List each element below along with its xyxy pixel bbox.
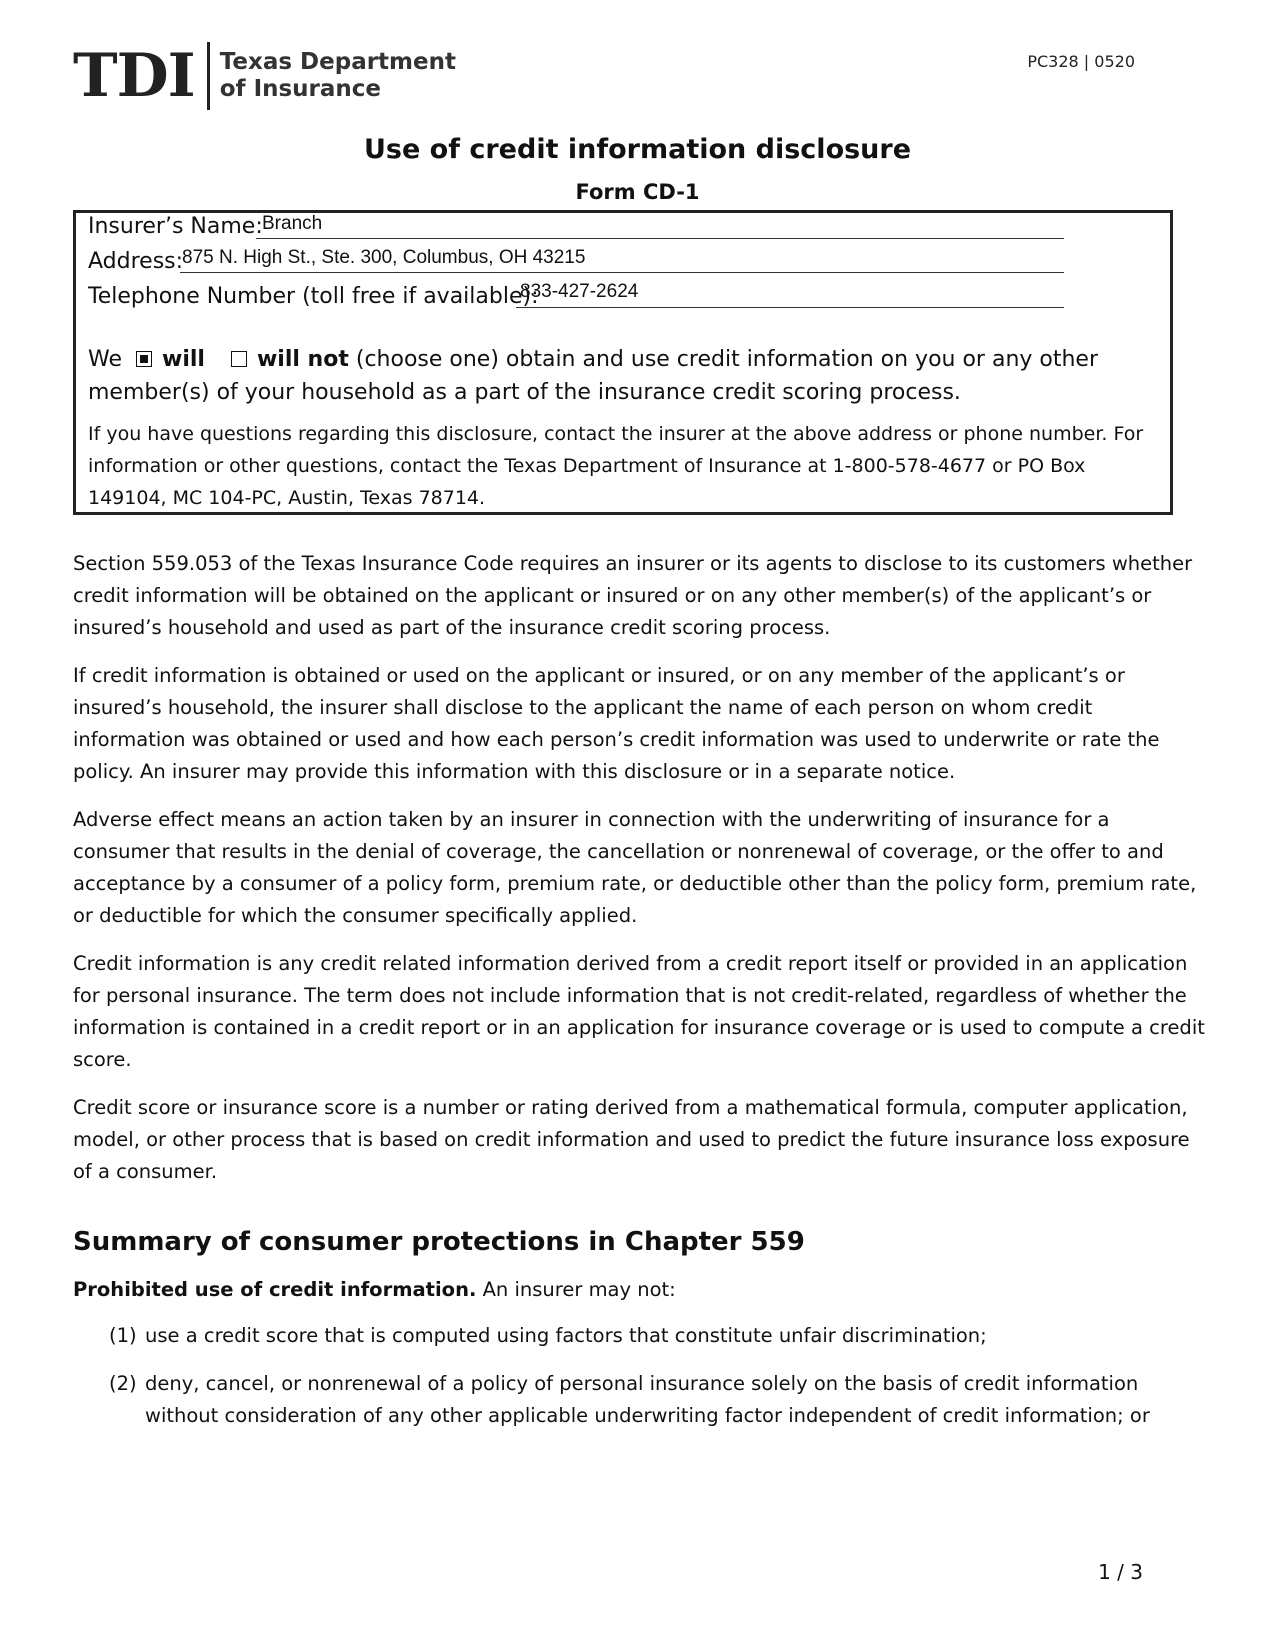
list-item-number: (2) xyxy=(109,1372,137,1395)
tdi-logo xyxy=(73,42,456,110)
list-item xyxy=(73,1368,1208,1432)
logo-mark: TDI xyxy=(73,41,195,111)
contact-note: If you have questions regarding this disclosure, contact the insurer at the above address or phone number. For information or other questions, contact the Texas Department of Insurance at 1-800-578-4677 or PO Box 149104, MC 104-PC, Austin, Texas 78714. xyxy=(88,423,1144,509)
will-checkbox[interactable] xyxy=(136,351,152,367)
phone-field[interactable]: 833-427-2624 xyxy=(520,281,639,302)
paragraph-adverse-effect: Adverse effect means an action taken by an insurer in connection with the underwriting of insurance for a consumer that results in the denial of coverage, the cancellation or nonrenewal of coverage, or the offer to and acceptance by a consumer of a policy form, premium rate, or deductible other than the policy form, premium rate, or deductible for which the consumer specifically applied. xyxy=(73,808,1197,927)
paragraph-credit-score: Credit score or insurance score is a number or rating derived from a mathematical formula, computer application, model, or other process that is based on credit information and used to predict the future insurance loss exposure of a consumer. xyxy=(73,1096,1190,1183)
phone-underline xyxy=(516,307,1064,308)
credit-use-choice xyxy=(88,343,1148,409)
paragraph-section-559: Section 559.053 of the Texas Insurance Code requires an insurer or its agents to disclose to its customers whether credit information will be obtained on the applicant or insured or on any other member(s) of the applicant’s or insured’s household and used as part of the insurance credit scoring process. xyxy=(73,552,1193,639)
logo-line-2: of Insurance xyxy=(219,76,382,102)
insurer-name-field[interactable]: Branch xyxy=(262,213,323,234)
address-underline xyxy=(180,272,1064,273)
list-item xyxy=(73,1320,1208,1352)
list-item-text: use a credit score that is computed using factors that constitute unfair discrimination; xyxy=(145,1324,987,1347)
choice-text: (choose one) obtain and use credit information on you or any other member(s) of your household as a part of the insurance credit scoring process. xyxy=(88,347,1099,405)
logo-line-1: Texas Department xyxy=(219,49,456,75)
form-subtitle: Form CD-1 xyxy=(575,180,700,204)
disclosure-box xyxy=(73,210,1173,515)
will-not-label: will not xyxy=(256,347,349,372)
insurer-name-label: Insurer’s Name: xyxy=(88,214,263,239)
paragraph-credit-information: Credit information is any credit related information derived from a credit report itself or provided in an application for personal insurance. The term does not include information that is not credit-related, regardless of whether the information is contained in a credit report or in an application for insurance coverage or is used to compute a credit score. xyxy=(73,952,1205,1071)
document-title: Use of credit information disclosure xyxy=(363,134,912,165)
page-number: 1 / 3 xyxy=(1098,1560,1143,1584)
summary-heading: Summary of consumer protections in Chapter 559 xyxy=(73,1227,805,1257)
paragraph-credit-obtained: If credit information is obtained or used on the applicant or insured, or on any member of the applicant’s or insured’s household, the insurer shall disclose to the applicant the name of each person on whom credit information was obtained or used and how each person’s credit information was used to underwrite or rate the policy. An insurer may provide this information with this disclosure or in a separate notice. xyxy=(73,664,1160,783)
prohibited-use-lead xyxy=(73,1274,1208,1306)
we-label: We xyxy=(88,347,122,372)
prohibited-use-list xyxy=(73,1320,1208,1432)
logo-text xyxy=(220,49,456,103)
list-item-text: deny, cancel, or nonrenewal of a policy of personal insurance solely on the basis of credit information without consideration of any other applicable underwriting factor independent of credit information; or xyxy=(145,1372,1150,1427)
insurer-name-underline xyxy=(256,238,1064,239)
address-field[interactable]: 875 N. High St., Ste. 300, Columbus, OH 43215 xyxy=(182,247,586,268)
will-not-checkbox[interactable] xyxy=(231,351,247,367)
prohibited-use-title: Prohibited use of credit information. xyxy=(73,1278,477,1301)
phone-label: Telephone Number (toll free if available): xyxy=(88,284,539,309)
document-body xyxy=(73,548,1208,1448)
list-item-number: (1) xyxy=(109,1324,137,1347)
will-label: will xyxy=(162,347,205,372)
address-label: Address: xyxy=(88,249,184,274)
form-code: PC328 | 0520 xyxy=(1027,52,1135,71)
logo-divider xyxy=(207,42,210,110)
prohibited-use-rest: An insurer may not: xyxy=(476,1278,676,1301)
